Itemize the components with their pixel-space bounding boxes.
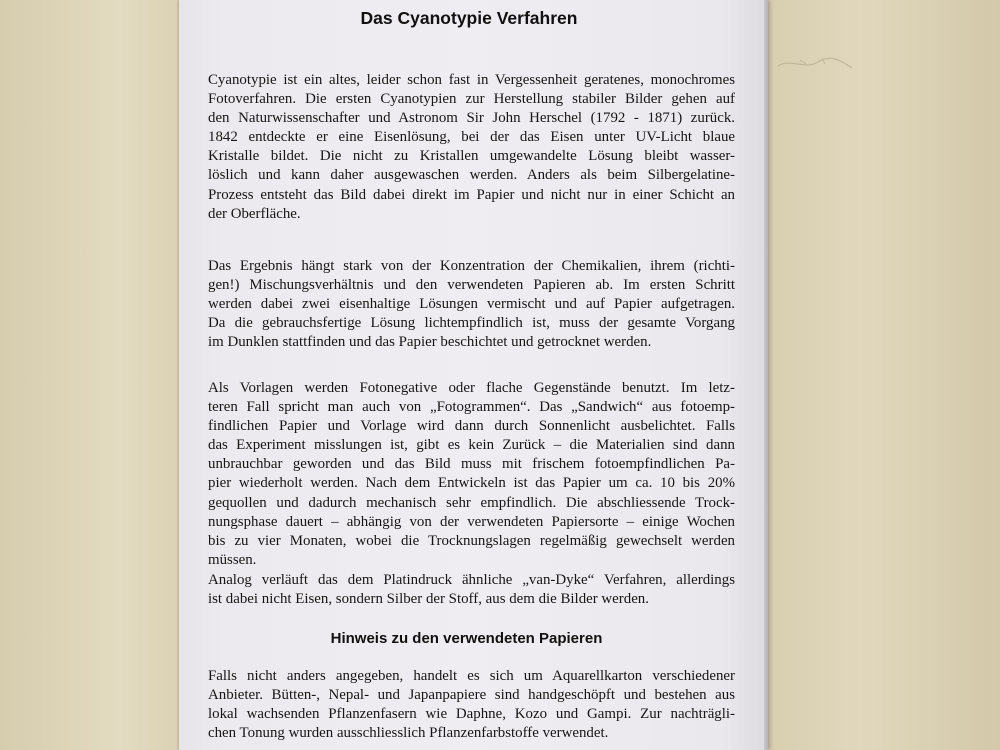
text-line: werden dabei zwei eisenhaltige Lösungen vermischt und auf Papier aufgetragen. (208, 296, 735, 313)
text-line: löslich und kann daher ausgewaschen werden. Anders als beim Silbergelatine- (208, 167, 735, 184)
text-line: im Dunklen stattfinden und das Papier beschichtet und getrocknet werden. (208, 334, 652, 351)
paragraph-van-dyke (208, 571, 735, 609)
text-line: unbrauchbar geworden und das Bild muss mit frischem fotoempfindlichen Pa- (208, 456, 735, 473)
text-line: 1842 entdeckte er eine Eisenlösung, bei der das Eisen unter UV-Licht blaue (208, 129, 735, 146)
text-line: teren Fall spricht man auch von „Fotogrammen“. Das „Sandwich“ aus fotoemp- (208, 399, 735, 416)
text-line: Cyanotypie ist ein altes, leider schon fast in Vergessenheit geratenes, monochromes (208, 72, 735, 88)
text-line: nungsphase dauert – abhängig von der verwendeten Papiersorte – einige Wochen (208, 513, 735, 530)
text-line: lokal wachsenden Pflanzenfasern wie Daphne, Kozo und Gampi. Zur nachträgli- (208, 706, 735, 723)
text-line: Als Vorlagen werden Fotonegative oder flache Gegenstände benutzt. Im letz- (208, 380, 735, 396)
panel-edge (764, 0, 768, 750)
text-line: Fotoverfahren. Die ersten Cyanotypien zur Herstellung stabiler Bilder gehen auf (208, 91, 735, 108)
text-line: den Naturwissenschafter und Astronom Sir John Herschel (1792 - 1871) zurück. (208, 110, 735, 127)
text-line: der Oberfläche. (208, 205, 301, 222)
text-line: müssen. (208, 551, 257, 568)
paragraph-intro (208, 71, 735, 224)
text-line: Analog verläuft das dem Platindruck ähnliche „van-Dyke“ Verfahren, allerdings (208, 572, 735, 588)
text-line: Falls nicht anders angegeben, handelt es sich um Aquarellkarton verschiedener (208, 668, 735, 684)
text-line: findlichen Papier und Vorlage wird dann durch Sonnenlicht ausbelichtet. Falls (208, 418, 735, 435)
text-line: pier wiederholt werden. Nach dem Entwickeln ist das Papier um ca. 10 bis 20% (208, 475, 735, 492)
paragraph-templates (208, 379, 735, 570)
wall-scuff-mark (770, 48, 860, 78)
text-line: gen!) Mischungsverhältnis und den verwendeten Papieren ab. Im ersten Schritt (208, 277, 735, 294)
text-line: Kristalle bildet. Die nicht zu Kristallen umgewandelte Lösung bleibt wasser- (208, 148, 735, 165)
text-line: Das Ergebnis hängt stark von der Konzentration der Chemikalien, ihrem (richti- (208, 258, 735, 274)
text-line: Anbieter. Bütten-, Nepal- und Japanpapiere sind handgeschöpft und bestehen aus (208, 687, 735, 704)
page-title: Das Cyanotypie Verfahren (360, 8, 578, 28)
paragraph-paper-note (208, 667, 735, 743)
paragraph-result (208, 257, 735, 352)
section-subtitle: Hinweis zu den verwendeten Papieren (330, 630, 603, 647)
text-line: chen Tonung wurden ausschliesslich Pflanzenfarbstoffe verwendet. (208, 725, 609, 742)
text-line: Da die gebrauchsfertige Lösung lichtempfindlich ist, muss der gesamte Vorgang (208, 315, 735, 332)
info-panel (179, 0, 768, 750)
text-line: gequollen und dadurch mechanisch sehr empfindlich. Die abschliessende Trock- (208, 494, 735, 511)
text-line: ist dabei nicht Eisen, sondern Silber der Stoff, aus dem die Bilder werden. (208, 591, 649, 608)
text-line: bis zu vier Monaten, wobei die Trocknungslagen regelmäßig gewechselt werden (208, 532, 735, 549)
text-line: das Experiment misslungen ist, gibt es kein Zurück – die Materialien sind dann (208, 437, 735, 454)
text-line: Prozess entsteht das Bild dabei direkt im Papier und nicht nur in einer Schicht an (208, 186, 735, 203)
